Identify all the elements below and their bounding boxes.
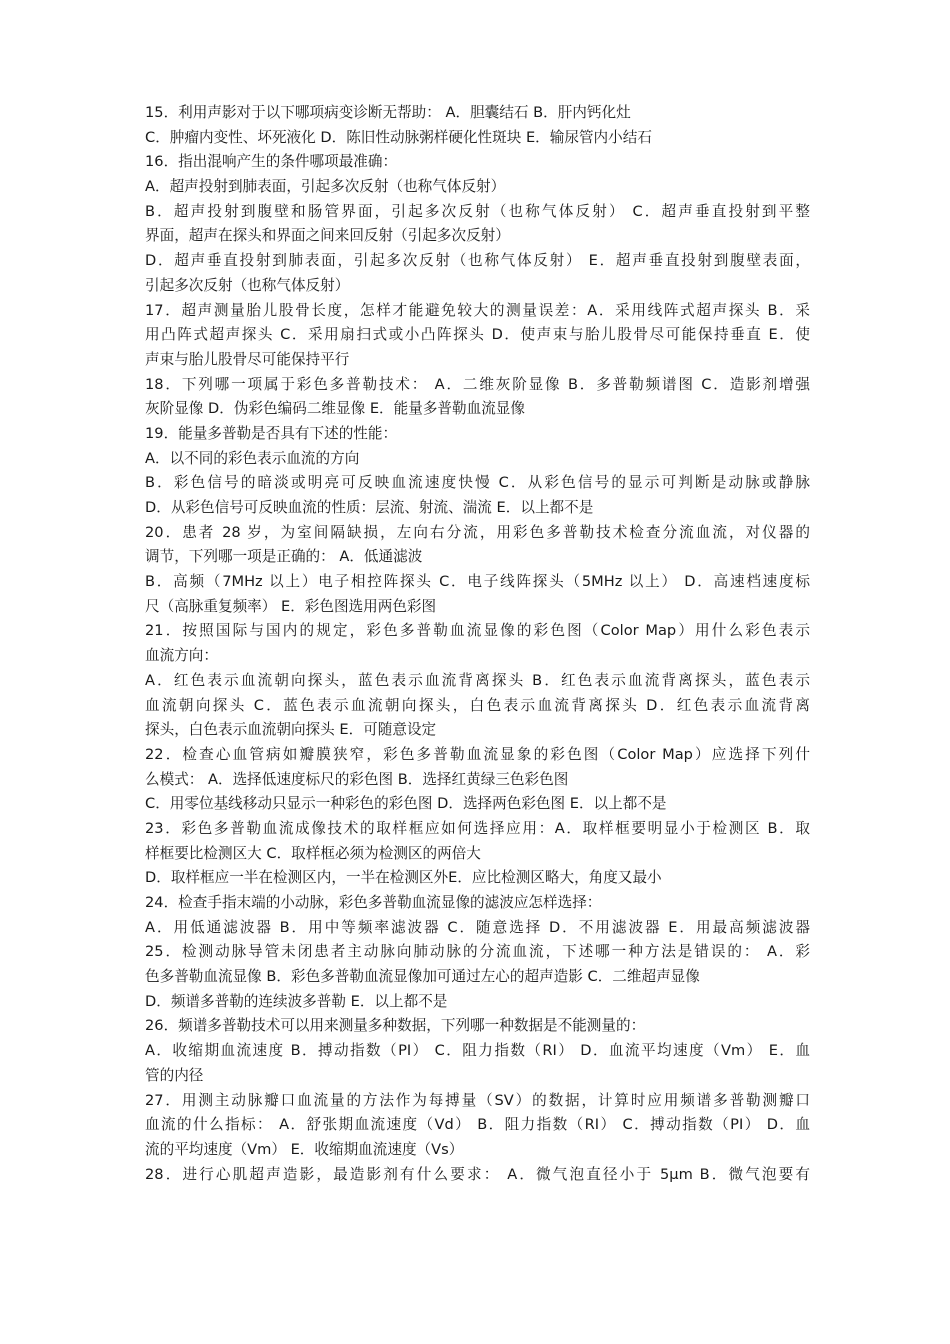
- text-line: 尺（高脉重复频率） E．彩色图选用两色彩图: [145, 597, 437, 615]
- text-line: B．高频（7MHz 以上）电子相控阵探头 C．电子线阵探头（5MHz 以上） D．高速档速度标: [145, 573, 810, 591]
- text-line: C．用零位基线移动只显示一种彩色的彩色图 D．选择两色彩色图 E．以上都不是: [145, 795, 667, 813]
- text-line: 血流方向：: [145, 647, 218, 665]
- text-line: A．超声投射到肺表面，引起多次反射（也称气体反射）: [145, 178, 506, 196]
- text-line: 灰阶显像 D．伪彩色编码二维显像 E．能量多普勒血流显像: [145, 400, 525, 418]
- text-line: D．取样框应一半在检测区内，一半在检测区外E．应比检测区略大，角度又最小: [145, 869, 662, 887]
- text-line: A．收缩期血流速度 B．搏动指数（PI） C．阻力指数（RI） D．血流平均速度（Vm） E．血: [145, 1042, 810, 1060]
- text-line: 23．彩色多普勒血流成像技术的取样框应如何选择应用：A．取样框要明显小于检测区 B．取: [145, 819, 810, 837]
- text-line: A．用低通滤波器 B．用中等频率滤波器 C．随意选择 D．不用滤波器 E．用最高频滤波器: [145, 918, 810, 936]
- text-line: 色多普勒血流显像 B．彩色多普勒血流显像加可通过左心的超声造影 C．二维超声显像: [145, 968, 700, 986]
- text-line: B．超声投射到腹壁和肠管界面，引起多次反射（也称气体反射） C．超声垂直投射到平整: [145, 202, 810, 220]
- text-line: 调节，下列哪一项是正确的： A．低通滤波: [145, 548, 423, 566]
- text-line: 26．频谱多普勒技术可以用来测量多种数据，下列哪一种数据是不能测量的：: [145, 1017, 646, 1035]
- text-line: B．彩色信号的暗淡或明亮可反映血流速度快慢 C．从彩色信号的显示可判断是动脉或静脉: [145, 474, 810, 492]
- text-line: 管的内径: [145, 1066, 204, 1084]
- text-line: 流的平均速度（Vm） E．收缩期血流速度（Vs）: [145, 1140, 464, 1158]
- text-line: D．频谱多普勒的连续波多普勒 E．以上都不是: [145, 992, 448, 1010]
- text-line: 25．检测动脉导管未闭患者主动脉向肺动脉的分流血流，下述哪一种方法是错误的： A．彩: [145, 943, 810, 961]
- text-line: 用凸阵式超声探头 C．采用扇扫式或小凸阵探头 D．使声束与胎儿股骨尽可能保持垂直 E．使: [145, 326, 810, 344]
- text-line: 引起多次反射（也称气体反射）: [145, 276, 350, 294]
- text-line: 声束与胎儿股骨尽可能保持平行: [145, 350, 350, 368]
- text-line: A．红色表示血流朝向探头，蓝色表示血流背离探头 B．红色表示血流背离探头，蓝色表示: [145, 671, 810, 689]
- text-line: C．肿瘤内变性、坏死液化 D．陈旧性动脉粥样硬化性斑块 E．输尿管内小结石: [145, 128, 652, 146]
- text-line: 16．指出混响产生的条件哪项最准确：: [145, 153, 398, 171]
- text-line: D．从彩色信号可反映血流的性质：层流、射流、湍流 E．以上都不是: [145, 499, 594, 516]
- text-line: 15．利用声影对于以下哪项病变诊断无帮助： A．胆囊结石 B．肝内钙化灶: [145, 104, 631, 121]
- text-line: 21．按照国际与国内的规定，彩色多普勒血流显像的彩色图（Color Map）用什么彩色表示: [145, 622, 810, 640]
- text-line: 28．进行心肌超声造影，最造影剂有什么要求： A．微气泡直径小于 5μm B．微气泡要有: [145, 1165, 810, 1183]
- text-line: 17．超声测量胎儿股骨长度，怎样才能避免较大的测量误差：A．采用线阵式超声探头 B．采: [145, 301, 810, 319]
- text-line: 么模式： A．选择低速度标尺的彩色图 B．选择红黄绿三色彩色图: [145, 770, 569, 788]
- text-line: 18．下列哪一项属于彩色多普勒技术： A．二维灰阶显像 B．多普勒频谱图 C．造影剂增强: [145, 375, 810, 393]
- text-line: D．超声垂直投射到肺表面，引起多次反射（也称气体反射） E．超声垂直投射到腹壁表面，: [145, 252, 810, 270]
- text-line: 血流朝向探头 C．蓝色表示血流朝向探头，白色表示血流背离探头 D．红色表示血流背离: [145, 696, 810, 714]
- text-line: 样框要比检测区大 C．取样框必须为检测区的两倍大: [145, 844, 481, 862]
- text-line: 20．患者 28 岁，为室间隔缺损，左向右分流，用彩色多普勒技术检查分流血流，对仪器的: [145, 523, 810, 541]
- document-page: [145, 101, 810, 1187]
- text-line: 24．检查手指末端的小动脉，彩色多普勒血流显像的滤波应怎样选择：: [145, 894, 602, 911]
- text-line: 27．用测主动脉瓣口血流量的方法作为每搏量（SV）的数据，计算时应用频谱多普勒测瓣口: [145, 1091, 810, 1109]
- text-line: 界面，超声在探头和界面之间来回反射（引起多次反射）: [145, 227, 510, 245]
- text-line: 血流的什么指标： A．舒张期血流速度（Vd） B．阻力指数（RI） C．搏动指数（PI） D．血: [145, 1116, 810, 1134]
- text-line: 19．能量多普勒是否具有下述的性能：: [145, 424, 398, 442]
- text-line: 探头，白色表示血流朝向探头 E．可随意设定: [145, 721, 437, 739]
- text-line: 22．检查心血管病如瓣膜狭窄，彩色多普勒血流显象的彩色图（Color Map）应选择下列什: [145, 745, 810, 763]
- text-line: A．以不同的彩色表示血流的方向: [145, 449, 360, 467]
